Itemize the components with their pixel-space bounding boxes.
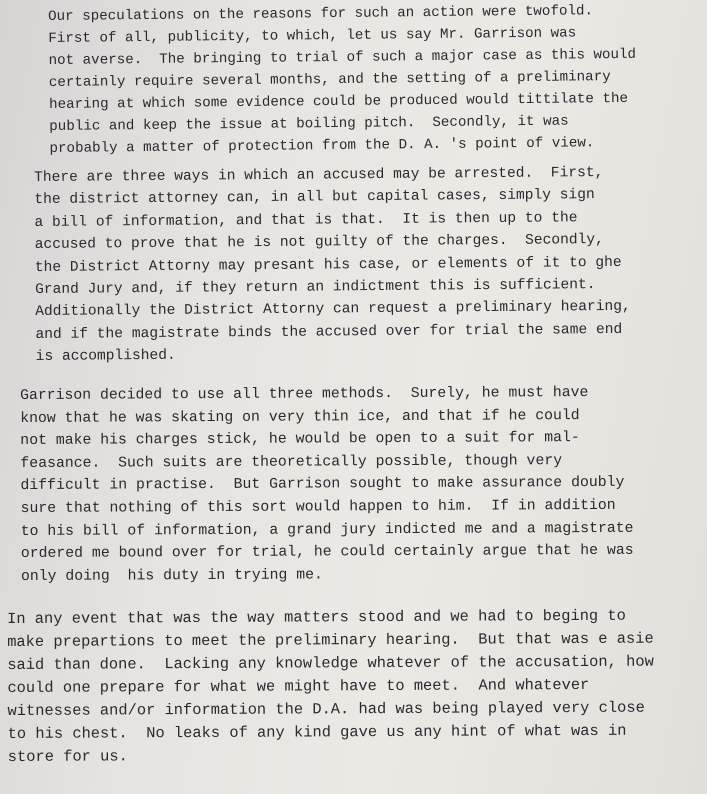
text-line: make prepartions to meet the preliminary hearing. But that was e asie bbox=[7, 629, 654, 651]
text-line: not averse. The bringing to trial of such a major case as this would bbox=[48, 46, 637, 69]
text-line: a bill of information, and that is that. It is then up to the bbox=[34, 210, 578, 231]
text-line: ordered me bound over for trial, he could certainly argue that he was bbox=[20, 542, 634, 563]
paragraph-2 bbox=[34, 162, 631, 369]
text-line: know that he was skating on very thin ice, and that if he could bbox=[20, 407, 580, 427]
text-line: witnesses and/or information the D.A. had was being played very close bbox=[7, 698, 645, 720]
text-line: feasance. Such suits are theoretically possible, though very bbox=[20, 452, 563, 472]
text-line: only doing his duty in trying me. bbox=[20, 567, 323, 585]
paragraph-4 bbox=[7, 605, 654, 769]
paragraph-3 bbox=[20, 382, 634, 589]
text-line: not make his charges stick, he would be open to a suit for mal- bbox=[20, 430, 580, 450]
text-line: certainly require several months, and the setting of a preliminary bbox=[48, 69, 611, 91]
text-line: said than done. Lacking any knowledge whatever of the accusation, how bbox=[7, 652, 654, 674]
text-line: accused to prove that he is not guilty of the charges. Secondly, bbox=[34, 232, 604, 254]
text-line: could one prepare for what we might have to meet. And whatever bbox=[7, 675, 590, 697]
text-line: store for us. bbox=[7, 747, 128, 766]
text-line: public and keep the issue at boiling pitch. Secondly, it was bbox=[49, 113, 569, 135]
text-line: is accomplished. bbox=[35, 347, 176, 366]
text-line: probably a matter of protection from the D. A. 's point of view. bbox=[49, 135, 595, 157]
text-line: and if the magistrate binds the accused over for trial the same end bbox=[35, 321, 623, 343]
text-line: Our speculations on the reasons for such an action were twofold. bbox=[48, 3, 594, 25]
text-line: Additionally the District Attorny can request a preliminary hearing, bbox=[35, 299, 631, 321]
text-line: There are three ways in which an accused may be arrested. First, bbox=[34, 165, 604, 186]
paragraph-1 bbox=[48, 0, 637, 160]
text-line: First of all, publicity, to which, let us say Mr. Garrison was bbox=[48, 25, 577, 47]
text-line: difficult in practise. But Garrison sought to make assurance doubly bbox=[20, 475, 625, 495]
text-line: Grand Jury and, if they return an indictment this is sufficient. bbox=[35, 277, 596, 298]
text-line: Garrison decided to use all three methods. Surely, he must have bbox=[20, 385, 589, 404]
text-line: the district attorney can, in all but capital cases, simply sign bbox=[34, 187, 595, 209]
text-line: hearing at which some evidence could be produced would tittilate the bbox=[48, 90, 629, 113]
text-line: the District Attorny may presant his case, or elements of it to ghe bbox=[34, 254, 622, 276]
text-line: sure that nothing of this sort would happen to him. If in addition bbox=[20, 497, 616, 517]
text-line: to his bill of information, a grand jury indicted me and a magistrate bbox=[20, 520, 634, 540]
text-line: In any event that was the way matters stood and we had to beging to bbox=[7, 606, 626, 628]
text-line: to his chest. No leaks of any kind gave us any hint of what was in bbox=[7, 721, 627, 743]
